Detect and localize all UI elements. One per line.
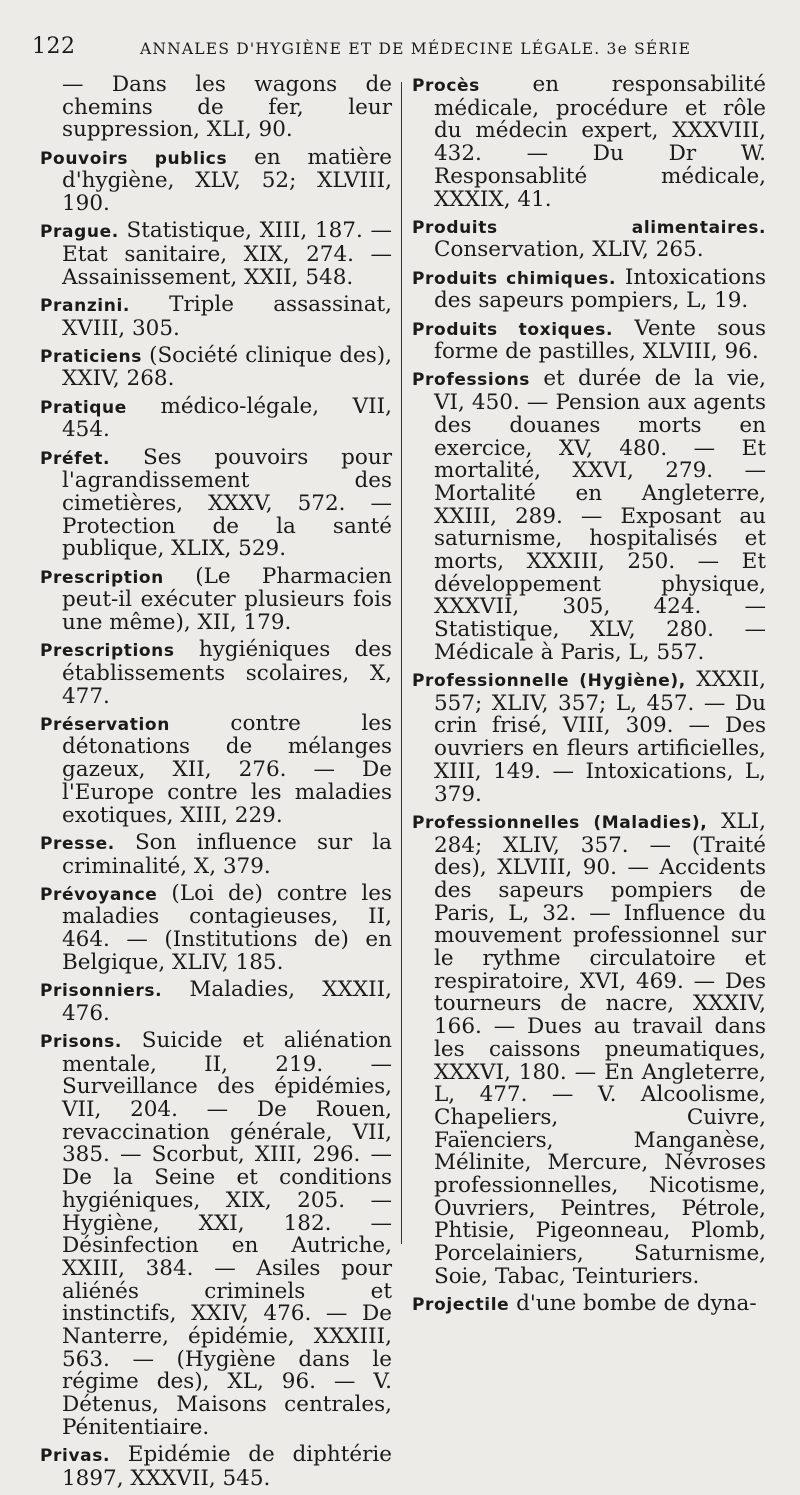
page-header [32,34,760,64]
entry-headword: Professions [412,370,531,391]
entry-text: hygiéniques des établissements scolaires, X, 477. [62,637,392,709]
index-entry [412,808,766,1289]
entry-text: Epidémie de diphtérie 1897, XXXVII, 545. [62,1442,392,1491]
entry-text: Intoxications des sapeurs pompiers, L, 19. [434,264,766,314]
entry-headword: Procès [412,76,480,96]
index-entry [40,639,392,708]
index-column-right [412,74,766,1321]
index-entry [40,1027,392,1440]
entry-headword: Prisons. [40,1031,122,1052]
entry-headword: Presse. [40,833,115,854]
entry-headword: Professionnelles (Maladies), [412,812,708,833]
index-entry [40,342,392,392]
index-column-left [40,74,392,1495]
index-entry [412,315,767,365]
entry-text: Maladies, XXXII, 476. [62,977,392,1026]
index-entry [40,710,392,828]
entry-headword: Préfet. [40,448,111,469]
index-entry [412,368,766,664]
entry-text: (Le Pharmacien peut-il exécuter plusieurs fois une même), XII, 179. [62,563,392,635]
entry-headword: Projectile [412,1295,510,1316]
entry-headword: Préservation [40,714,170,735]
index-entry [40,979,392,1025]
entry-text: d'une bombe de dyna- [509,1291,757,1317]
index-entry [412,74,766,211]
entry-headword: Prescriptions [40,641,175,662]
entry-headword: Produits chimiques. [412,268,617,289]
index-entry [40,444,392,562]
index-entry [40,880,392,975]
entry-text: contre les détonations de mélanges gazeux, XII, 276. — De l'Europe contre les maladies exotiques, XIII, 229. [62,710,392,828]
entry-text: XXXII, 557; XLIV, 357; L, 457. — Du crin frisé, VIII, 309. — Des ouvriers en fleurs artificielles, XIII, 149. — Intoxications, L, 379. [434,667,767,807]
entry-headword: Pouvoirs publics [40,148,228,169]
entry-text: Conservation, XLIV, 265. [434,237,704,263]
entry-text: Son influence sur la criminalité, X, 379. [62,829,392,879]
entry-headword: Pratique [40,397,127,418]
index-entry [412,216,766,262]
index-entry [412,1293,766,1317]
index-entry [40,291,392,341]
entry-headword: Prévoyance [40,884,158,905]
entry-text: Ses pouvoirs pour l'agrandissement des cimetières, XXXV, 572. — Protection de la santé publique, XLIX, 529. [62,444,392,562]
entry-headword: Privas. [40,1446,111,1467]
index-entry [40,563,392,635]
entry-text: en matière d'hygiène, XLV, 52; XLVIII, 190. [62,144,393,217]
entry-text: en responsabilité médicale, procédure et rôle du médecin expert, XXXVIII, 432. — Du Dr W. Responsablité médicale, XXXIX, 41. [434,72,766,212]
index-entry [412,669,766,806]
index-entry [40,74,392,142]
entry-text: — Dans les wagons de chemins de fer, leur suppression, XLI, 90. [62,72,392,143]
entry-headword: Prescription [40,567,164,588]
entry-text: (Société clinique des), XXIV, 268. [62,342,392,392]
entry-text: Statistique, XIII, 187. — Etat sanitaire, XIX, 274. — Assainissement, XXII, 548. [62,218,392,290]
entry-text: Suicide et aliénation mentale, II, 219. — Surveillance des épidémies, VII, 204. — De Rouen, revaccination générale, VII, 385. — Scorbut, XIII, 296. — De la Seine et conditions hygiéniques, XIX, 205. — Hygiène, XXI, 182. — Désinfection en Autriche, XXIII, 384. — Asiles pour aliénés criminels et instinctifs, XXIV, 476. — De Nanterre, épidémie, XXXIII, 563. — (Hygiène dans le régime des), XL, 96. — V. Détenus, Maisons centrales, Pénitentiaire. [62,1027,392,1440]
running-head: ANNALES D'HYGIÈNE ET DE MÉDECINE LÉGALE. 3e SÉRIE [140,40,692,58]
entry-text: et durée de la vie, VI, 450. — Pension aux agents des douanes morts en exercice, XV, 480. — Et mortalité, XXVI, 279. — Mortalité en Angleterre, XXIII, 289. — Exposant au saturnisme, hospitalisés et morts, XXXIII, 250. — Et développement physique, XXXVII, 305, 424. — Statistique, XLV, 280. — Médicale à Paris, L, 557. [434,366,766,665]
entry-text: Triple assassinat, XVIII, 305. [62,291,392,341]
index-entry [40,144,393,217]
entry-headword: Prisonniers. [40,981,163,1002]
index-entry [40,829,392,879]
entry-text: (Loi de) contre les maladies contagieuses, II, 464. — (Institutions de) en Belgique, XLIV, 185. [62,880,392,975]
entry-headword: Praticiens [40,346,142,367]
index-entry [40,220,392,289]
entry-headword: Produits alimentaires. [412,217,766,238]
entry-headword: Produits toxiques. [412,319,614,340]
entry-headword: Prague. [40,222,119,243]
entry-text: XLI, 284; XLIV, 357. — (Traité des), XLVIII, 90. — Accidents des sapeurs pompiers de Paris, L, 32. — Influence du mouvement professionnel sur le rythme circulatoire et respiratoire, XVI, 469. — Des tourneurs de nacre, XXXIV, 166. — Dues au travail dans les caissons pneumatiques, XXXVI, 180. — En Angleterre, L, 477. — V. Alcoolisme, Chapeliers, Cuivre, Faïenciers, Manganèse, Mélinite, Mercure, Névroses professionnelles, Nicotisme, Ouvriers, Peintres, Pétrole, Phtisie, Pigeonneau, Plomb, Porcelainiers, Saturnisme, Soie, Tabac, Teinturiers. [434,808,766,1289]
entry-text: Vente sous forme de pastilles, XLVIII, 96. [434,315,767,365]
index-entry [40,393,392,443]
index-entry [412,264,766,314]
column-divider [401,82,402,1244]
index-entry [40,1444,392,1490]
page-number: 122 [32,34,76,59]
entry-headword: Professionnelle (Hygiène), [412,671,686,692]
entry-headword: Pranzini. [40,295,130,316]
entry-text: médico-légale, VII, 454. [62,393,392,443]
